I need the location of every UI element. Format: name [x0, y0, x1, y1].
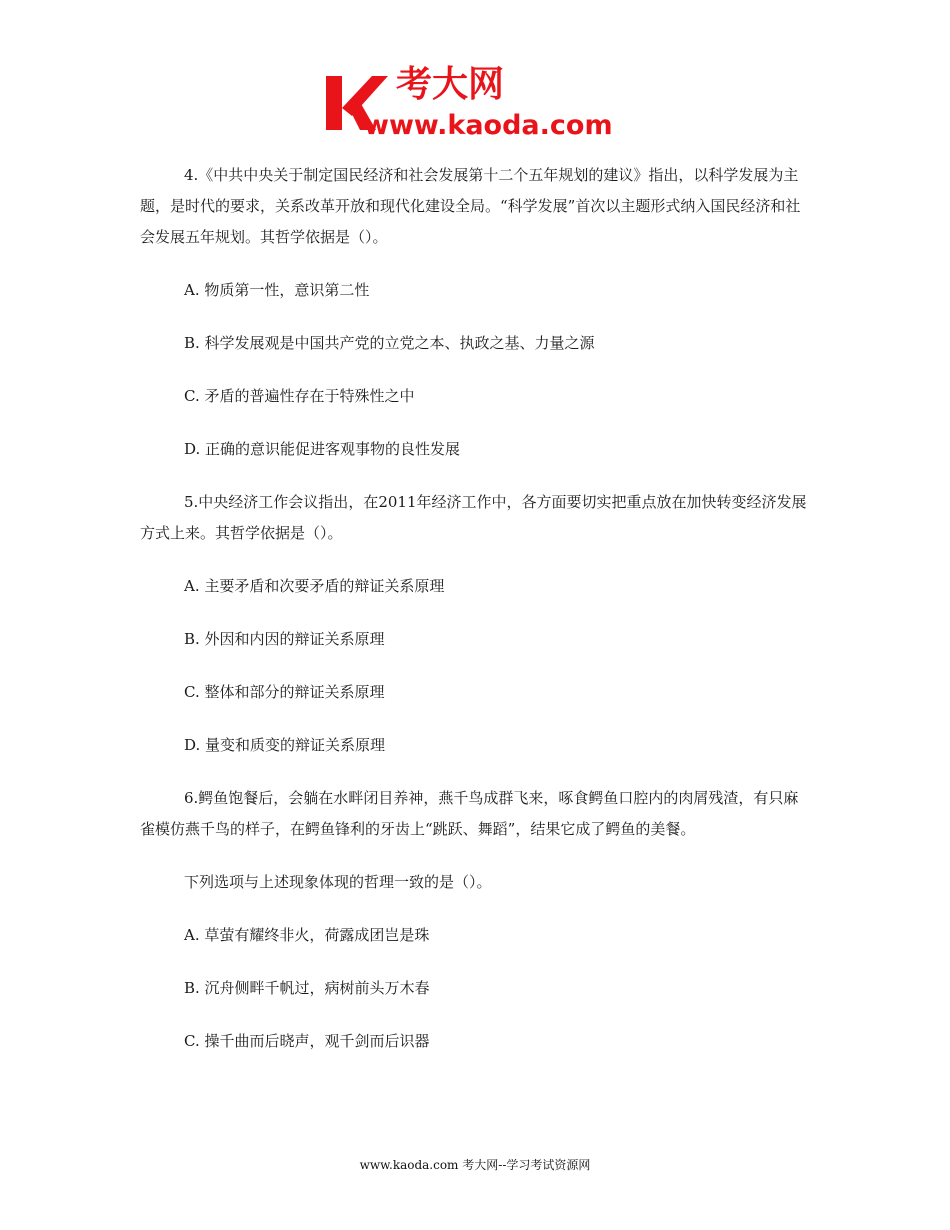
answer-option: B. 科学发展观是中国共产党的立党之本、执政之基、力量之源	[184, 334, 595, 352]
answer-option: B. 沉舟侧畔千帆过，病树前头万木春	[184, 979, 430, 997]
footer-text: 考大网--学习考试资源网	[458, 1158, 591, 1172]
answer-option: C. 操千曲而后晓声，观千剑而后识器	[184, 1032, 430, 1050]
answer-option: A. 主要矛盾和次要矛盾的辩证关系原理	[184, 577, 445, 595]
answer-option: C. 整体和部分的辩证关系原理	[184, 683, 385, 701]
answer-option: C. 矛盾的普遍性存在于特殊性之中	[184, 387, 415, 405]
question-list	[140, 160, 812, 1079]
answer-option: A. 物质第一性，意识第二性	[184, 281, 370, 299]
logo-url: www.kaoda.com	[364, 110, 613, 141]
question-stem: 5.中央经济工作会议指出，在2011年经济工作中，各方面要切实把重点放在加快转变经济发展方式上来。其哲学依据是（）。	[140, 493, 807, 542]
answer-option: B. 外因和内因的辩证关系原理	[184, 630, 385, 648]
question-block	[140, 783, 812, 1079]
question-stem: 4.《中共中央关于制定国民经济和社会发展第十二个五年规划的建议》指出，以科学发展为主题，是时代的要求，关系改革开放和现代化建设全局。“科学发展”首次以主题形式纳入国民经济和社会发展五年规划。其哲学依据是（）。	[140, 166, 801, 246]
question-stem: 6.鳄鱼饱餐后，会躺在水畔闭目养神，燕千鸟成群飞来，啄食鳄鱼口腔内的肉屑残渣，有只麻雀模仿燕千鸟的样子，在鳄鱼锋利的牙齿上“跳跃、舞蹈”，结果它成了鳄鱼的美餐。	[140, 789, 799, 838]
answer-option: D. 正确的意识能促进客观事物的良性发展	[184, 440, 461, 458]
question-block	[140, 487, 812, 783]
logo-title: 考大网	[396, 64, 505, 105]
question-stem: 下列选项与上述现象体现的哲理一致的是（）。	[184, 873, 492, 891]
page-footer	[0, 1156, 950, 1173]
answer-option: A. 草萤有耀终非火，荷露成团岂是珠	[184, 926, 430, 944]
kaoda-logo	[326, 58, 636, 142]
question-block	[140, 160, 812, 487]
footer-url[interactable]: www.kaoda.com	[359, 1158, 459, 1172]
answer-option: D. 量变和质变的辩证关系原理	[184, 736, 386, 754]
